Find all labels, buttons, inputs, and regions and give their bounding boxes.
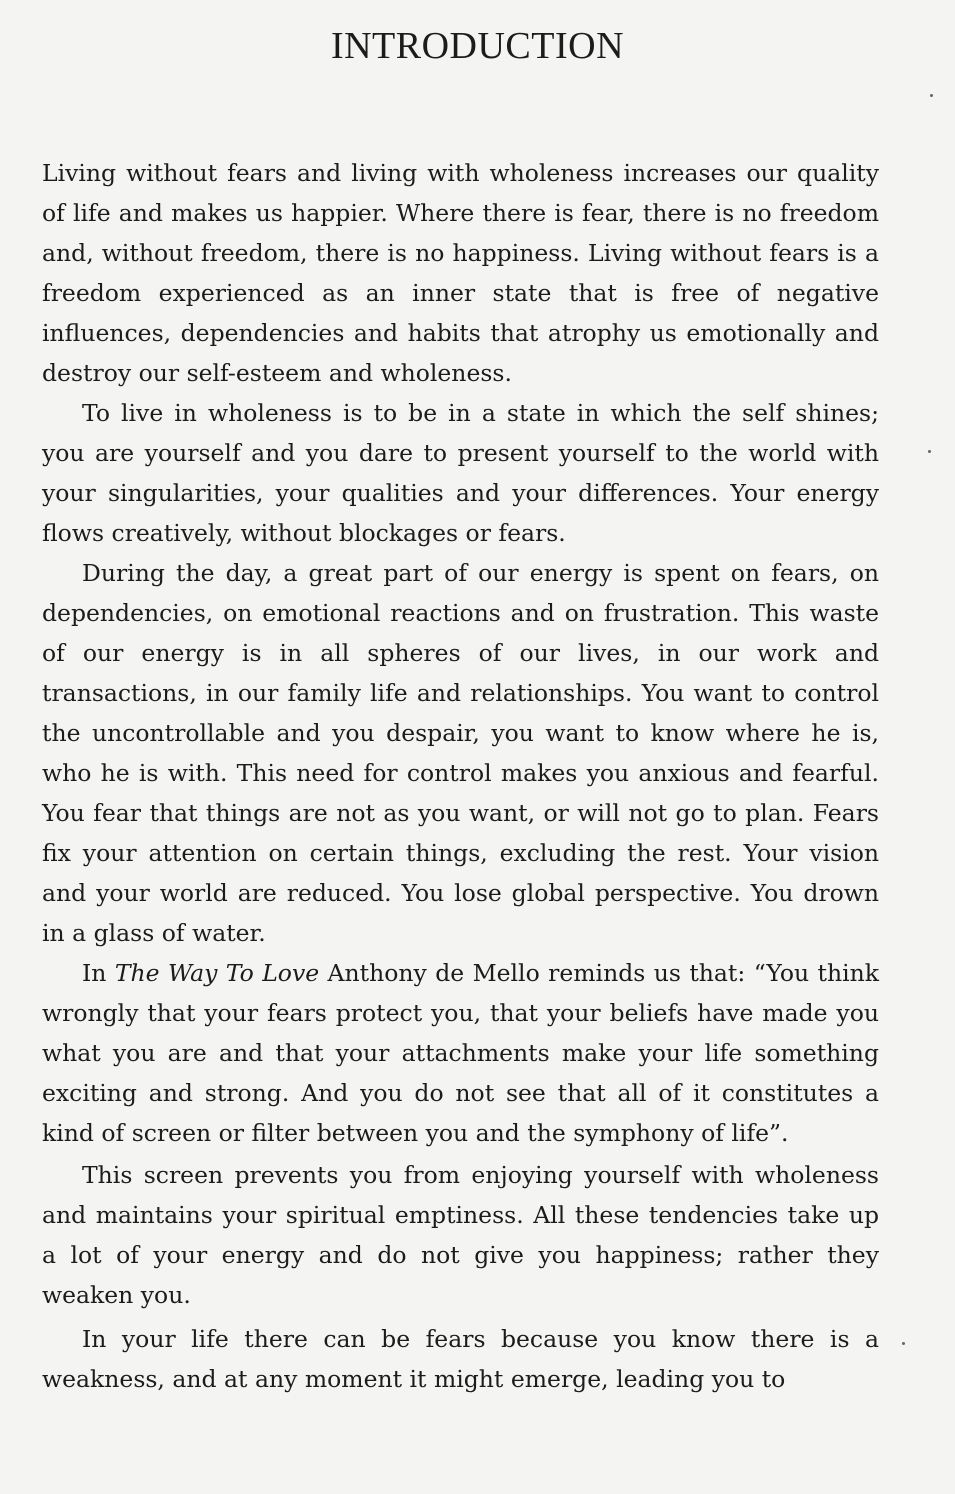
page-speck: [930, 94, 933, 97]
chapter-body: [42, 153, 879, 1399]
page-speck: [902, 1342, 905, 1345]
paragraph-5: This screen prevents you from enjoying yourself with wholeness and maintains your spiritual emptiness. All these tendencies take up a lot of your energy and do not give you happiness; rather they weaken you.: [42, 1161, 879, 1309]
paragraph-1: Living without fears and living with wholeness increases our quality of life and makes us happier. Where there is fear, there is no freedom and, without freedom, there is no happiness. Living without fears is a freedom experienced as an inner state that is free of negative influences, dependencies and habits that atrophy us emotionally and destroy our self-esteem and wholeness.: [42, 159, 879, 387]
paragraph-6: In your life there can be fears because you know there is a weakness, and at any moment it might emerge, leading you to: [42, 1325, 879, 1393]
paragraph-4-lead: In: [82, 959, 115, 987]
paragraph-4-rest: Anthony de Mello reminds us that: “You think wrongly that your fears protect you, that your beliefs have made you what you are and that your attachments make your life something exciting and strong. And you do not see that all of it constitutes a kind of screen or filter between you and the symphony of life”.: [42, 959, 880, 1147]
paragraph-4: [42, 953, 879, 1153]
paragraph-2: To live in wholeness is to be in a state in which the self shines; you are yourself and you dare to present yourself to the world with your singularities, your qualities and your differences. Your energy flows creatively, without blockages or fears.: [42, 399, 879, 547]
book-title: The Way To Love: [114, 959, 320, 987]
paragraph-3: During the day, a great part of our energy is spent on fears, on dependencies, on emotional reactions and on frustration. This waste of our energy is in all spheres of our lives, in our work and transactions, in our family life and relationships. You want to control the uncontrollable and you despair, you want to know where he is, who he is with. This need for control makes you anxious and fearful. You fear that things are not as you want, or will not go to plan. Fears fix your attention on certain things, excluding the rest. Your vision and your world are reduced. You lose global perspective. You drown in a glass of water.: [42, 559, 879, 947]
chapter-title: INTRODUCTION: [330, 25, 625, 67]
page-speck: [928, 450, 931, 453]
